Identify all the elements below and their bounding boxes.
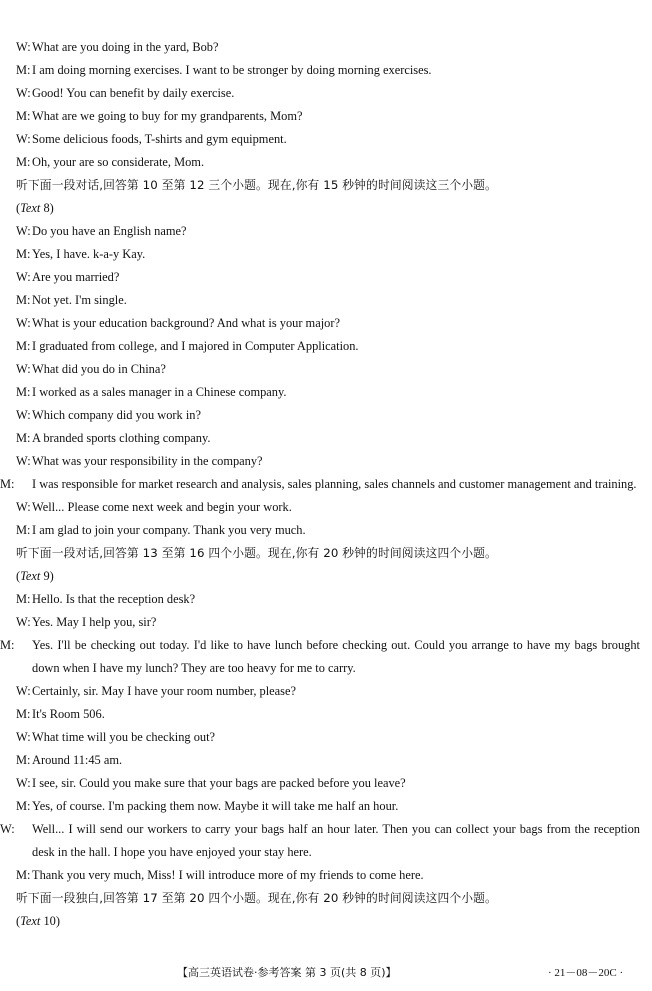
dialog-line bbox=[0, 818, 640, 864]
dialog-line bbox=[16, 289, 640, 312]
dialog-line bbox=[16, 749, 640, 772]
dialog-text: Certainly, sir. May I have your room number, please? bbox=[32, 684, 296, 698]
dialog-line bbox=[16, 772, 640, 795]
speaker-label: W: bbox=[16, 224, 31, 238]
dialog-text: I see, sir. Could you make sure that your bags are packed before you leave? bbox=[32, 776, 406, 790]
dialog-text: Well... I will send our workers to carry your bags half an hour later. Then you can collect your bags from the reception desk in the hall. I hope you have enjoyed your stay here. bbox=[32, 822, 640, 859]
dialog-line bbox=[16, 335, 640, 358]
dialog-text: Which company did you work in? bbox=[32, 408, 201, 422]
dialog-text: What are you doing in the yard, Bob? bbox=[32, 40, 219, 54]
dialog-line bbox=[0, 473, 640, 496]
speaker-label: M: bbox=[0, 477, 15, 491]
dialog-line bbox=[16, 496, 640, 519]
speaker-label: W: bbox=[16, 615, 31, 629]
speaker-label: M: bbox=[16, 799, 31, 813]
dialog-line bbox=[16, 519, 640, 542]
speaker-label: M: bbox=[16, 293, 31, 307]
footer-code: · 21－08－20C · bbox=[548, 967, 624, 979]
dialog-text: I was responsible for market research and analysis, sales planning, sales channels and customer management and training. bbox=[32, 477, 637, 491]
dialog-text: Not yet. I'm single. bbox=[32, 293, 127, 307]
speaker-label: W: bbox=[16, 86, 31, 100]
speaker-label: M: bbox=[16, 431, 31, 445]
dialog-line bbox=[16, 266, 640, 289]
speaker-label: M: bbox=[16, 523, 31, 537]
dialog-text: Are you married? bbox=[32, 270, 120, 284]
dialog-text: What is your education background? And what is your major? bbox=[32, 316, 340, 330]
dialog-text: I worked as a sales manager in a Chinese company. bbox=[32, 385, 287, 399]
dialog-text: A branded sports clothing company. bbox=[32, 431, 211, 445]
dialog-text: It's Room 506. bbox=[32, 707, 105, 721]
speaker-label: M: bbox=[16, 753, 31, 767]
speaker-label: W: bbox=[16, 408, 31, 422]
text-section-header: (Text 8) bbox=[16, 201, 54, 215]
speaker-label: W: bbox=[16, 454, 31, 468]
dialog-text: Do you have an English name? bbox=[32, 224, 187, 238]
dialog-line bbox=[16, 427, 640, 450]
dialog-line bbox=[16, 703, 640, 726]
answer-script-body bbox=[0, 36, 640, 933]
dialog-text: Yes. I'll be checking out today. I'd like to have lunch before checking out. Could you arrange to have my bags brought down when I have my lunch? They are too heavy for me to carry. bbox=[32, 638, 640, 675]
dialog-line bbox=[16, 611, 640, 634]
speaker-label: W: bbox=[16, 362, 31, 376]
speaker-label: M: bbox=[0, 638, 15, 652]
listening-instruction: 听下面一段独白,回答第 17 至第 20 四个小题。现在,你有 20 秒钟的时间阅读这四个小题。 bbox=[16, 891, 497, 905]
listening-instruction: 听下面一段对话,回答第 10 至第 12 三个小题。现在,你有 15 秒钟的时间阅读这三个小题。 bbox=[16, 178, 497, 192]
dialog-text: Yes. May I help you, sir? bbox=[32, 615, 157, 629]
dialog-line bbox=[16, 312, 640, 335]
dialog-text: I graduated from college, and I majored in Computer Application. bbox=[32, 339, 359, 353]
listening-instruction: 听下面一段对话,回答第 13 至第 16 四个小题。现在,你有 20 秒钟的时间阅读这四个小题。 bbox=[16, 546, 497, 560]
dialog-text: Some delicious foods, T-shirts and gym equipment. bbox=[32, 132, 287, 146]
dialog-line bbox=[0, 634, 640, 680]
dialog-line bbox=[16, 358, 640, 381]
dialog-line bbox=[16, 151, 640, 174]
dialog-line bbox=[16, 404, 640, 427]
text-section-header: (Text 9) bbox=[16, 569, 54, 583]
speaker-label: W: bbox=[16, 730, 31, 744]
dialog-line bbox=[16, 128, 640, 151]
dialog-line bbox=[16, 36, 640, 59]
dialog-text: I am glad to join your company. Thank you very much. bbox=[32, 523, 306, 537]
dialog-text: I am doing morning exercises. I want to be stronger by doing morning exercises. bbox=[32, 63, 432, 77]
text-section-header: (Text 10) bbox=[16, 914, 60, 928]
speaker-label: W: bbox=[0, 822, 15, 836]
dialog-text: What was your responsibility in the company? bbox=[32, 454, 263, 468]
speaker-label: M: bbox=[16, 592, 31, 606]
speaker-label: M: bbox=[16, 109, 31, 123]
dialog-text: What did you do in China? bbox=[32, 362, 166, 376]
dialog-line bbox=[16, 680, 640, 703]
dialog-line bbox=[16, 381, 640, 404]
speaker-label: M: bbox=[16, 339, 31, 353]
speaker-label: W: bbox=[16, 270, 31, 284]
dialog-text: Yes, I have. k-a-y Kay. bbox=[32, 247, 146, 261]
dialog-text: Oh, your are so considerate, Mom. bbox=[32, 155, 205, 169]
dialog-line bbox=[16, 105, 640, 128]
dialog-line bbox=[16, 59, 640, 82]
dialog-text: Around 11:45 am. bbox=[32, 753, 123, 767]
dialog-line bbox=[16, 588, 640, 611]
speaker-label: M: bbox=[16, 247, 31, 261]
dialog-text: Yes, of course. I'm packing them now. Maybe it will take me half an hour. bbox=[32, 799, 399, 813]
footer-page-info: 【高三英语试卷·参考答案 第 3 页(共 8 页)】 bbox=[177, 966, 397, 979]
speaker-label: W: bbox=[16, 316, 31, 330]
dialog-text: What time will you be checking out? bbox=[32, 730, 216, 744]
dialog-line bbox=[16, 795, 640, 818]
speaker-label: W: bbox=[16, 684, 31, 698]
dialog-line bbox=[16, 864, 640, 887]
speaker-label: M: bbox=[16, 63, 31, 77]
dialog-text: Thank you very much, Miss! I will introduce more of my friends to come here. bbox=[32, 868, 424, 882]
dialog-text: Hello. Is that the reception desk? bbox=[32, 592, 196, 606]
speaker-label: M: bbox=[16, 385, 31, 399]
dialog-text: Well... Please come next week and begin your work. bbox=[32, 500, 292, 514]
speaker-label: M: bbox=[16, 707, 31, 721]
dialog-text: Good! You can benefit by daily exercise. bbox=[32, 86, 235, 100]
speaker-label: W: bbox=[16, 500, 31, 514]
speaker-label: W: bbox=[16, 776, 31, 790]
dialog-line bbox=[16, 243, 640, 266]
speaker-label: M: bbox=[16, 155, 31, 169]
dialog-line bbox=[16, 450, 640, 473]
dialog-text: What are we going to buy for my grandparents, Mom? bbox=[32, 109, 303, 123]
dialog-line bbox=[16, 220, 640, 243]
speaker-label: M: bbox=[16, 868, 31, 882]
dialog-line bbox=[16, 82, 640, 105]
speaker-label: W: bbox=[16, 132, 31, 146]
dialog-line bbox=[16, 726, 640, 749]
speaker-label: W: bbox=[16, 40, 31, 54]
page-footer bbox=[0, 962, 652, 982]
